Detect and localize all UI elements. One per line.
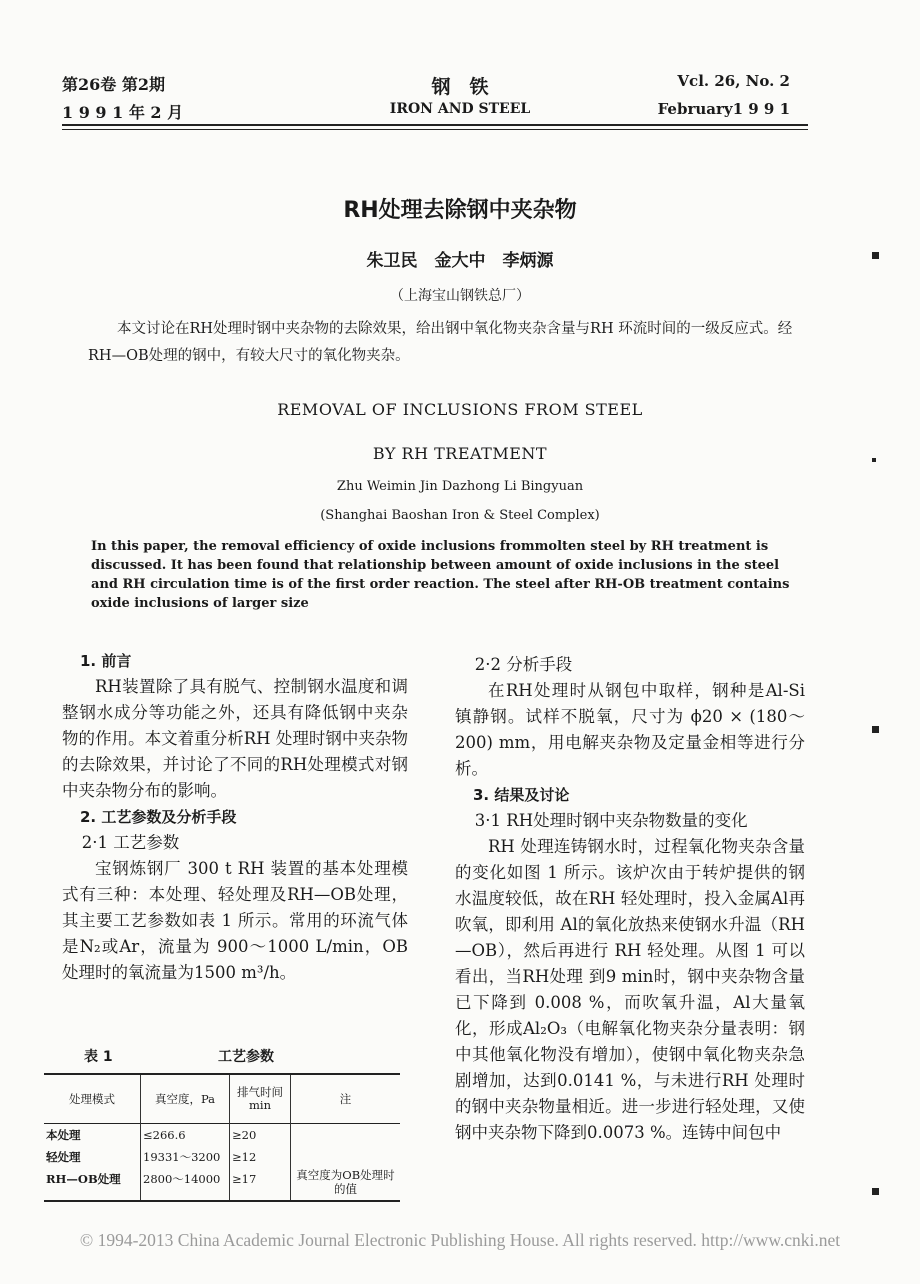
table-cell [291, 1146, 401, 1168]
header-journal-cn: 钢 铁 [431, 76, 489, 98]
table-header: 注 [291, 1074, 401, 1124]
table-header: 真空度，Pa [141, 1074, 230, 1124]
table-header: 处理模式 [69, 1091, 115, 1106]
abstract-en: In this paper, the removal efficiency of oxide inclusions frommolten steel by RH treatment is discussed. It has been found that relationship between amount of oxide inclusions in the steel and RH circulation time is of the first order reaction. The steel after RH-OB treatment contains oxide inclusions of larger size [91, 539, 790, 611]
paragraph: 宝钢炼钢厂 300 t RH 装置的基本处理模式有三种：本处理、轻处理及RH—OB处理，其主要工艺参数如表 1 所示。常用的环流气体是N₂或Ar，流量为 900～1000 L/min，OB处理时的氧流量为1500 m³/h。 [62, 859, 408, 982]
subsection-heading: 2·1 工艺参数 [81, 833, 180, 852]
title-en-line2: BY RH TREATMENT [372, 444, 548, 463]
paper-title: RH处理去除钢中夹杂物 [343, 198, 577, 223]
table-cell: ≥17 [230, 1168, 291, 1201]
table-row [44, 1124, 400, 1147]
table-cell: 本处理 [46, 1128, 81, 1142]
table-row [44, 1168, 400, 1201]
table-cell: RH—OB处理 [46, 1172, 121, 1186]
table-cell [291, 1124, 401, 1147]
section-heading: 3. 结果及讨论 [473, 786, 570, 804]
header-volume-en: Vcl. 26, No. 2 [677, 72, 790, 90]
paragraph: RH 处理连铸钢水时，过程氧化物夹杂含量的变化如图 1 所示。该炉次由于转炉提供的钢水温度较低，故在RH 轻处理时，投入金属Al再吹氧，即利用 Al的氧化放热来使钢水升温（RH—OB），然后再进行 RH 轻处理。从图 1 可以看出，当RH处理 到9 min时，钢中夹杂物含量已下降到 0.008 %，而吹氧升温，Al大量氧化，形成Al₂O₃（电解氧化物夹杂分量表明：钢中其他氧化物没有增加），使钢中氧化物夹杂急剧增加，达到0.0141 %，与未进行RH 处理时的钢中夹杂物量相近。进一步进行轻处理，又使钢中夹杂物下降到0.0073 %。连铸中间包中 [455, 837, 805, 1142]
table-cell: ≥12 [230, 1146, 291, 1168]
affiliation-cn: （上海宝山钢铁总厂） [390, 288, 530, 304]
header-rule-thick [62, 124, 808, 126]
table-cell: 19331～3200 [141, 1146, 230, 1168]
copyright-footer: © 1994-2013 China Academic Journal Electronic Publishing House. All rights reserved. http://www.cnki.net [79, 1230, 841, 1250]
title-en-line1: REMOVAL OF INCLUSIONS FROM STEEL [277, 400, 643, 419]
header-volume-cn: 第26卷 第2期 [62, 75, 165, 94]
authors-en: Zhu Weimin Jin Dazhong Li Bingyuan [336, 479, 584, 494]
authors-cn: 朱卫民 金大中 李炳源 [366, 251, 554, 271]
affiliation-en: (Shanghai Baoshan Iron & Steel Complex) [320, 508, 600, 523]
parameters-table [44, 1073, 400, 1202]
table-cell: ≥20 [230, 1124, 291, 1147]
margin-mark [872, 726, 879, 733]
subsection-heading: 3·1 RH处理时钢中夹杂物数量的变化 [474, 811, 748, 830]
paragraph: RH装置除了具有脱气、控制钢水温度和调整钢水成分等功能之外，还具有降低钢中夹杂物的作用。本文着重分析RH 处理时钢中夹杂物的去除效果，并讨论了不同的RH处理模式对钢中夹杂物分布的影响。 [62, 677, 408, 800]
table-row [44, 1146, 400, 1168]
header-date-en: February1 9 9 1 [657, 100, 790, 118]
right-column [455, 652, 805, 1146]
margin-mark [872, 252, 879, 259]
paragraph: 在RH处理时从钢包中取样，钢种是Al-Si 镇静钢。试样不脱氧，尺寸为 ϕ20 × (180～200) mm，用电解夹杂物及定量金相等进行分析。 [455, 681, 805, 778]
margin-mark [872, 458, 876, 462]
table-header: 排气时间 min [230, 1074, 291, 1124]
margin-mark [872, 1188, 879, 1195]
table-caption-title: 工艺参数 [218, 1049, 274, 1065]
header-rule-thin [62, 129, 808, 130]
left-column [62, 648, 408, 986]
section-heading: 1. 前言 [80, 652, 132, 670]
header-date-cn: 1 9 9 1 年 2 月 [62, 103, 184, 122]
subsection-heading: 2·2 分析手段 [474, 655, 573, 674]
section-heading: 2. 工艺参数及分析手段 [80, 808, 237, 826]
table-cell: 2800～14000 [141, 1168, 230, 1201]
table-cell: ≤266.6 [141, 1124, 230, 1147]
abstract-cn: 本文讨论在RH处理时钢中夹杂物的去除效果，给出钢中氧化物夹杂含量与RH 环流时间的一级反应式。经RH—OB处理的钢中，有较大尺寸的氧化物夹杂。 [88, 321, 793, 364]
table-caption-number: 表 1 [84, 1049, 113, 1065]
table-cell: 轻处理 [46, 1150, 81, 1164]
table-cell: 真空度为OB处理时的值 [291, 1168, 401, 1201]
header-journal-en: IRON AND STEEL [389, 101, 531, 117]
